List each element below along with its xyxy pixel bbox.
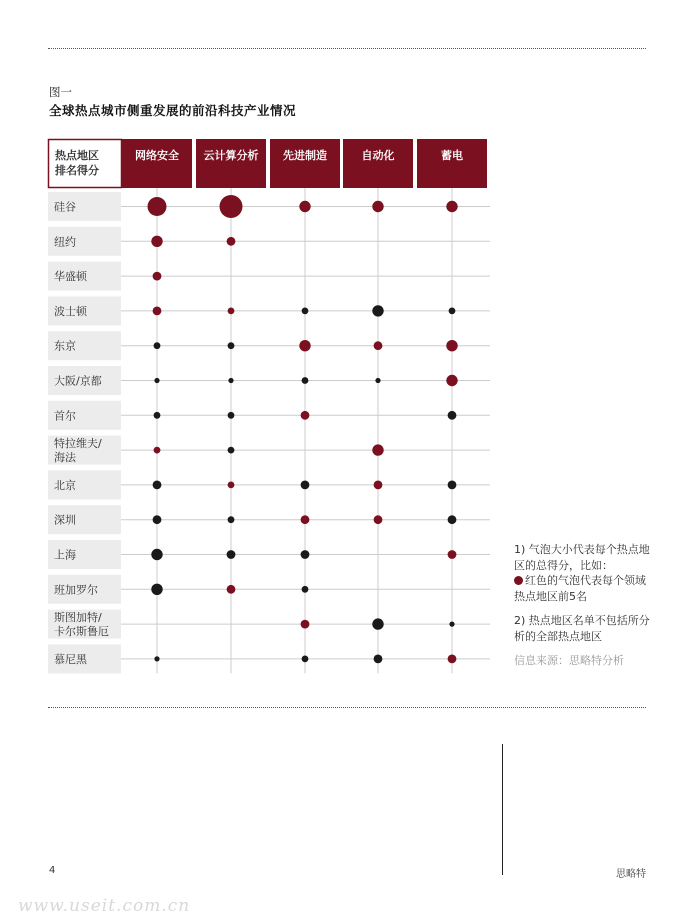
bubble-black: [375, 378, 380, 383]
bubble-black: [448, 481, 457, 490]
note-2: 2) 热点地区名单不包括所分析的全部热点地区: [514, 614, 650, 643]
bubble-black: [372, 618, 383, 629]
bubble-black: [151, 549, 162, 560]
column-header-bg: [196, 139, 266, 188]
bubble-red: [374, 341, 383, 350]
column-header-bg: [122, 139, 192, 188]
note-1-red-text: 红色的气泡代表每个领域热点地区前5名: [514, 574, 646, 603]
bubble-black: [302, 586, 309, 593]
bubble-black: [302, 656, 309, 663]
bubble-red: [148, 197, 167, 216]
bottom-dotted-divider: [48, 707, 646, 708]
bubble-black: [153, 515, 162, 524]
row-label: 东京: [54, 339, 76, 353]
bubble-black: [301, 481, 310, 490]
bubble-black: [154, 656, 159, 661]
bubble-red: [220, 195, 243, 218]
bubble-red: [153, 272, 162, 281]
row-label: 大阪/京都: [54, 374, 102, 388]
bubble-red: [446, 201, 457, 212]
bubble-red: [299, 340, 310, 351]
bubble-red: [151, 236, 162, 247]
row-label: 纽约: [54, 235, 76, 249]
bubble-black: [228, 378, 233, 383]
row-label: 首尔: [54, 409, 76, 423]
bubble-red: [372, 201, 383, 212]
bubble-red: [154, 447, 161, 454]
bubble-black: [448, 515, 457, 524]
row-label: 北京: [54, 478, 76, 492]
source-note: 信息来源：思略特分析: [514, 654, 624, 667]
row-label: 海法: [54, 451, 76, 465]
note-1: [514, 542, 654, 604]
bubble-red: [299, 201, 310, 212]
corner-label-line: 热点地区: [55, 149, 99, 162]
corner-label-line: 排名得分: [55, 164, 99, 177]
bubble-black: [153, 481, 162, 490]
bubble-black: [228, 516, 235, 523]
column-header-label: 蓄电: [441, 149, 463, 162]
brand-name: 思略特: [616, 869, 646, 880]
bubble-black: [228, 412, 235, 419]
row-label: 深圳: [54, 513, 76, 527]
row-label: 斯图加特/: [54, 611, 102, 625]
column-header-label: 自动化: [361, 149, 395, 162]
column-header-bg: [417, 139, 487, 188]
column-header-bg: [270, 139, 340, 188]
bubble-red: [374, 481, 383, 490]
bubble-red: [227, 585, 236, 594]
row-label: 硅谷: [54, 200, 76, 214]
bubble-red: [448, 655, 457, 664]
column-header-label: 网络安全: [135, 149, 179, 162]
bubble-black: [301, 550, 310, 559]
red-bubble-icon: [514, 576, 523, 585]
bubble-black: [154, 378, 159, 383]
watermark: www.useit.com.cn: [18, 896, 191, 916]
bubble-black: [374, 655, 383, 664]
bubble-red: [153, 307, 162, 316]
bubble-red: [227, 237, 236, 246]
page-number: 4: [49, 865, 56, 876]
column-header-bg: [343, 139, 413, 188]
bubble-red: [228, 482, 235, 489]
row-label: 特拉维夫/: [54, 437, 102, 451]
row-label: 上海: [54, 548, 76, 562]
figure-title: 全球热点城市侧重发展的前沿科技产业情况: [49, 103, 297, 118]
column-header-label: 云计算分析: [203, 149, 259, 162]
bubble-red: [301, 620, 310, 629]
bubble-black: [154, 342, 161, 349]
bubble-red: [448, 550, 457, 559]
bubble-red: [301, 411, 310, 420]
bubble-black: [227, 550, 236, 559]
vertical-rule: [502, 744, 503, 875]
bubble-black: [372, 305, 383, 316]
bubble-red: [372, 444, 383, 455]
bubble-black: [228, 447, 235, 454]
bubble-black: [302, 377, 309, 384]
bubble-red: [374, 515, 383, 524]
row-label: 卡尔斯鲁厄: [54, 625, 109, 639]
bubble-black: [151, 584, 162, 595]
bubble-red: [301, 515, 310, 524]
bubble-black: [449, 622, 454, 627]
bubble-black: [449, 308, 456, 315]
row-label: 波士顿: [54, 304, 87, 318]
bubble-red: [228, 308, 235, 315]
bubble-red: [446, 375, 457, 386]
row-label: 华盛顿: [54, 270, 87, 284]
row-label: 班加罗尔: [54, 583, 98, 597]
bubble-black: [448, 411, 457, 420]
chart-notes: [514, 542, 654, 678]
bubble-black: [154, 412, 161, 419]
note-1-text: 1) 气泡大小代表每个热点地区的总得分，比如：: [514, 543, 650, 572]
bubble-black: [228, 342, 235, 349]
bubble-red: [446, 340, 457, 351]
bubble-black: [302, 308, 309, 315]
row-label: 慕尼黑: [54, 652, 87, 666]
column-header-label: 先进制造: [283, 149, 327, 162]
figure-label: 图一: [49, 85, 72, 99]
